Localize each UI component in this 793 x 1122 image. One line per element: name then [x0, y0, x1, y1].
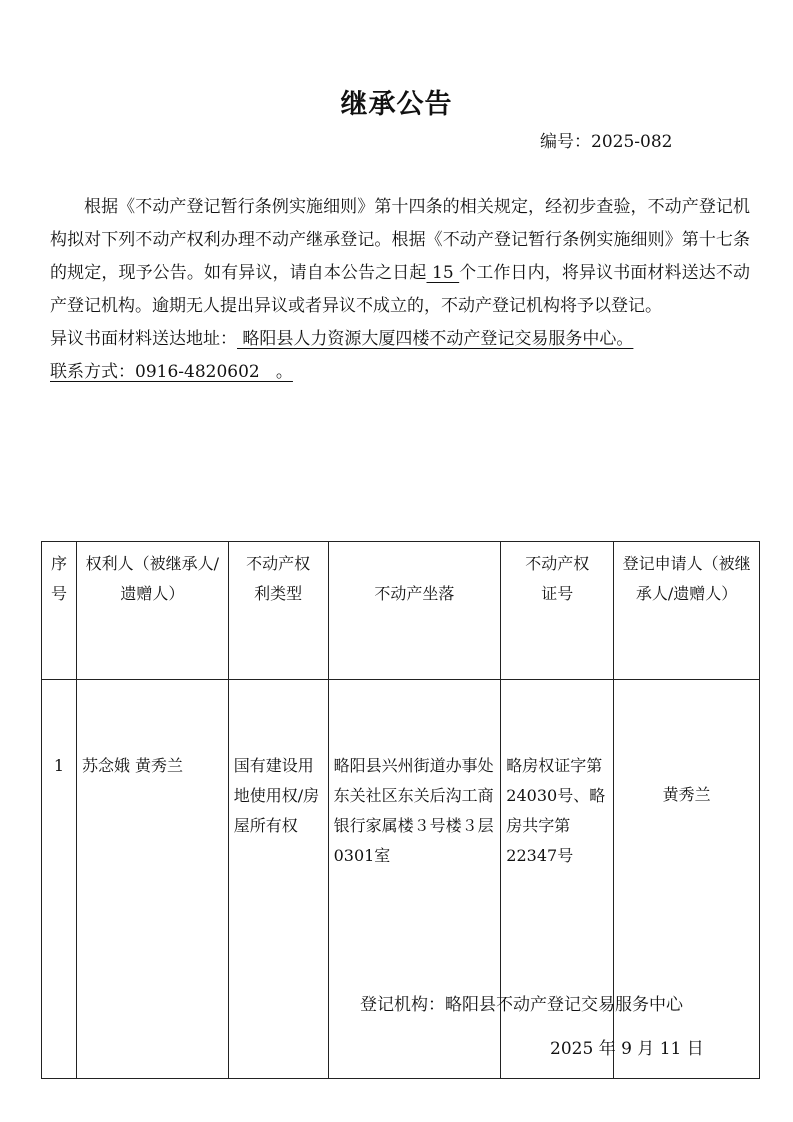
header-cert: 不动产权证号 [501, 542, 614, 680]
header-applicant: 登记申请人（被继承人/遗赠人） [614, 542, 760, 680]
paragraph-main: 根据《不动产登记暂行条例实施细则》第十四条的相关规定，经初步查验，不动产登记机构拟对下列不动产权利办理不动产继承登记。根据《不动产登记暂行条例实施细则》第十七条的规定，现予公告。如有异议，请自本公告之日起 [50, 197, 750, 283]
header-location: 不动产坐落 [328, 542, 501, 680]
cell-applicant: 黄秀兰 [614, 680, 760, 1079]
notice-date: 2025 年 9 月 11 日 [550, 1039, 704, 1059]
cell-cert: 略房权证字第24030号、略房共字第22347号 [501, 680, 614, 1079]
registration-org: 登记机构：略阳县不动产登记交易服务中心 [360, 995, 683, 1015]
address-label: 异议书面材料送达地址： [50, 329, 237, 349]
contact-line [50, 356, 750, 389]
cell-location: 略阳县兴州街道办事处东关社区东关后沟工商银行家属楼３号楼３层0301室 [328, 680, 501, 1079]
paragraph-tail: 个工作日内，将异议书面材料送达不动产登记机构。逾期无人提出异议或者异议不成立的，不动产登记机构将予以登记。 [50, 263, 750, 316]
objection-days: 15 [426, 263, 460, 283]
table-header-row [42, 542, 760, 680]
notice-paragraph [50, 191, 750, 323]
table-row [42, 680, 760, 1079]
notice-body [50, 191, 750, 389]
header-right-type: 不动产权利类型 [228, 542, 328, 680]
cell-holder: 苏念娥 黄秀兰 [76, 680, 228, 1079]
cell-right-type: 国有建设用地使用权/房屋所有权 [228, 680, 328, 1079]
address-value: 略阳县人力资源大厦四楼不动产登记交易服务中心。 [237, 329, 634, 349]
contact-value: 联系方式：0916-4820602 。 [50, 362, 293, 382]
header-seq: 序号 [42, 542, 77, 680]
notice-number: 编号：2025-082 [540, 132, 673, 152]
address-line [50, 323, 750, 356]
notice-title: 继承公告 [340, 89, 453, 120]
header-holder: 权利人（被继承人/遗赠人） [76, 542, 228, 680]
cell-seq: 1 [42, 680, 77, 1079]
